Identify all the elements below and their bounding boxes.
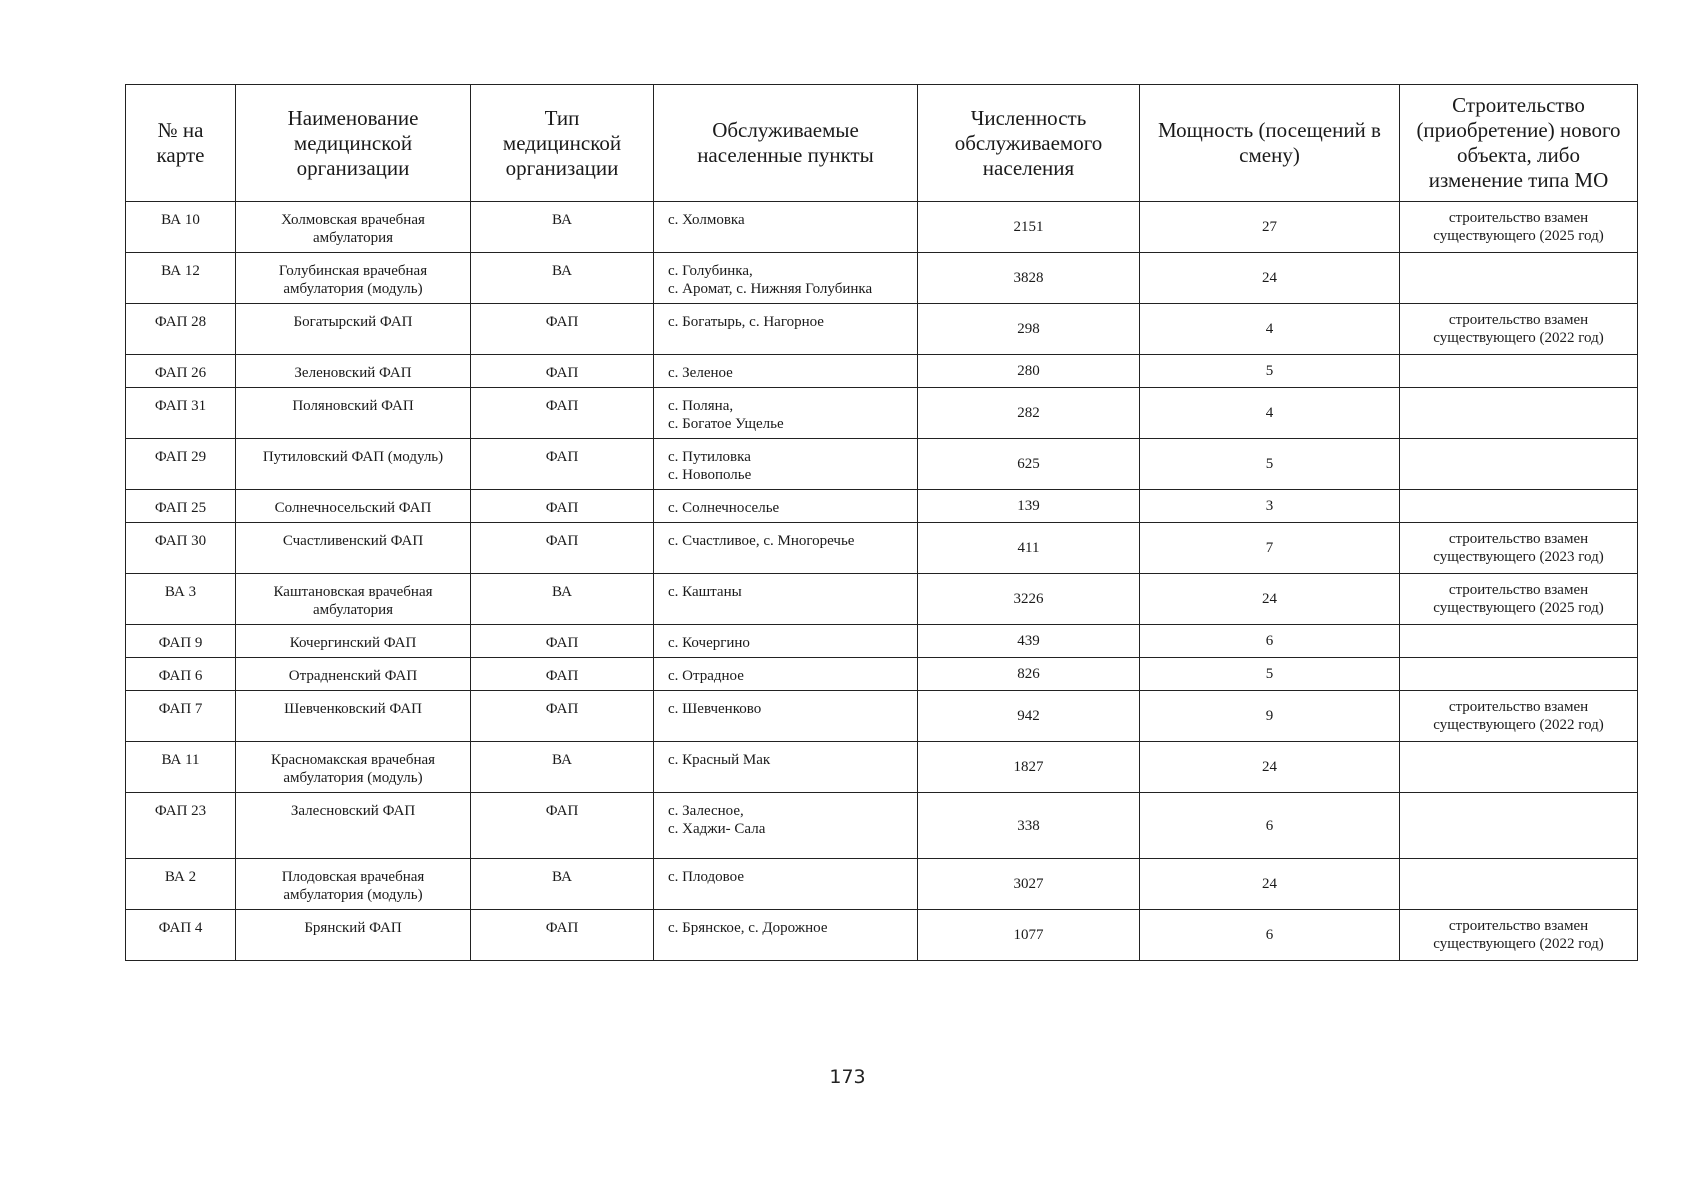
cell-map-number: ВА 11 (126, 742, 236, 793)
cell-org-type: ВА (471, 859, 654, 910)
cell-org-type: ВА (471, 253, 654, 304)
cell-map-number: ФАП 7 (126, 691, 236, 742)
cell-map-number: ФАП 4 (126, 910, 236, 961)
cell-population: 625 (918, 439, 1140, 490)
cell-capacity: 9 (1140, 691, 1400, 742)
cell-construction (1400, 439, 1638, 490)
cell-org-type: ФАП (471, 625, 654, 658)
cell-org-name: Шевченковский ФАП (236, 691, 471, 742)
cell-construction: строительство взамен существующего (2025 год) (1400, 202, 1638, 253)
cell-org-type: ФАП (471, 658, 654, 691)
cell-construction (1400, 388, 1638, 439)
cell-org-name: Зеленовский ФАП (236, 355, 471, 388)
table-row (126, 793, 1638, 859)
table-row (126, 490, 1638, 523)
cell-capacity: 5 (1140, 658, 1400, 691)
cell-map-number: ВА 12 (126, 253, 236, 304)
cell-construction (1400, 793, 1638, 859)
header-organization-type: Тип медицинской организации (471, 85, 654, 202)
cell-settlements: с. Плодовое (654, 859, 918, 910)
table-row (126, 253, 1638, 304)
cell-capacity: 4 (1140, 388, 1400, 439)
cell-org-name: Каштановская врачебная амбулатория (236, 574, 471, 625)
cell-map-number: ФАП 28 (126, 304, 236, 355)
cell-population: 1827 (918, 742, 1140, 793)
cell-construction: строительство взамен существующего (2022 год) (1400, 910, 1638, 961)
cell-capacity: 24 (1140, 859, 1400, 910)
cell-capacity: 5 (1140, 439, 1400, 490)
cell-settlements: с. Зеленое (654, 355, 918, 388)
cell-settlements: с. Шевченково (654, 691, 918, 742)
table-row (126, 859, 1638, 910)
cell-population: 411 (918, 523, 1140, 574)
cell-map-number: ФАП 9 (126, 625, 236, 658)
table-row (126, 625, 1638, 658)
cell-org-type: ФАП (471, 388, 654, 439)
cell-org-name: Брянский ФАП (236, 910, 471, 961)
cell-settlements: с. Залесное, с. Хаджи- Сала (654, 793, 918, 859)
cell-settlements: с. Отрадное (654, 658, 918, 691)
cell-population: 439 (918, 625, 1140, 658)
cell-settlements: с. Голубинка, с. Аромат, с. Нижняя Голубинка (654, 253, 918, 304)
cell-settlements: с. Путиловка с. Новополье (654, 439, 918, 490)
cell-map-number: ВА 10 (126, 202, 236, 253)
header-row (126, 85, 1638, 202)
cell-population: 2151 (918, 202, 1140, 253)
cell-capacity: 6 (1140, 910, 1400, 961)
table-row (126, 574, 1638, 625)
cell-capacity: 24 (1140, 742, 1400, 793)
cell-map-number: ФАП 31 (126, 388, 236, 439)
cell-settlements: с. Счастливое, с. Многоречье (654, 523, 918, 574)
cell-population: 139 (918, 490, 1140, 523)
cell-org-name: Голубинская врачебная амбулатория (модуль) (236, 253, 471, 304)
cell-org-type: ФАП (471, 793, 654, 859)
cell-org-name: Счастливенский ФАП (236, 523, 471, 574)
header-settlements: Обслуживаемые населенные пункты (654, 85, 918, 202)
table-row (126, 388, 1638, 439)
table-row (126, 202, 1638, 253)
cell-settlements: с. Брянское, с. Дорожное (654, 910, 918, 961)
cell-org-type: ФАП (471, 355, 654, 388)
cell-map-number: ФАП 26 (126, 355, 236, 388)
cell-org-name: Холмовская врачебная амбулатория (236, 202, 471, 253)
cell-settlements: с. Поляна, с. Богатое Ущелье (654, 388, 918, 439)
cell-construction (1400, 859, 1638, 910)
cell-construction (1400, 490, 1638, 523)
table-row (126, 691, 1638, 742)
cell-population: 282 (918, 388, 1140, 439)
cell-org-name: Кочергинский ФАП (236, 625, 471, 658)
cell-construction: строительство взамен существующего (2022 год) (1400, 304, 1638, 355)
cell-map-number: ФАП 23 (126, 793, 236, 859)
cell-construction (1400, 658, 1638, 691)
cell-population: 338 (918, 793, 1140, 859)
cell-settlements: с. Кочергино (654, 625, 918, 658)
cell-org-name: Плодовская врачебная амбулатория (модуль) (236, 859, 471, 910)
header-organization-name: Наименование медицинской организации (236, 85, 471, 202)
cell-org-type: ФАП (471, 304, 654, 355)
cell-population: 3828 (918, 253, 1140, 304)
organizations-table (125, 84, 1638, 961)
table-row (126, 304, 1638, 355)
header-capacity: Мощность (посещений в смену) (1140, 85, 1400, 202)
cell-population: 3027 (918, 859, 1140, 910)
cell-org-type: ФАП (471, 490, 654, 523)
cell-org-name: Поляновский ФАП (236, 388, 471, 439)
cell-capacity: 3 (1140, 490, 1400, 523)
cell-map-number: ФАП 25 (126, 490, 236, 523)
cell-org-name: Залесновский ФАП (236, 793, 471, 859)
cell-settlements: с. Красный Мак (654, 742, 918, 793)
cell-map-number: ФАП 30 (126, 523, 236, 574)
header-population: Численность обслуживаемого населения (918, 85, 1140, 202)
cell-org-type: ФАП (471, 691, 654, 742)
table-row (126, 355, 1638, 388)
page-number: 173 (829, 1066, 866, 1088)
cell-settlements: с. Богатырь, с. Нагорное (654, 304, 918, 355)
cell-org-type: ВА (471, 202, 654, 253)
cell-population: 942 (918, 691, 1140, 742)
cell-org-name: Красномакская врачебная амбулатория (модуль) (236, 742, 471, 793)
cell-construction: строительство взамен существующего (2022 год) (1400, 691, 1638, 742)
cell-construction: строительство взамен существующего (2023 год) (1400, 523, 1638, 574)
cell-construction (1400, 742, 1638, 793)
cell-map-number: ФАП 6 (126, 658, 236, 691)
table-row (126, 658, 1638, 691)
cell-population: 826 (918, 658, 1140, 691)
cell-org-name: Солнечносельский ФАП (236, 490, 471, 523)
cell-capacity: 6 (1140, 793, 1400, 859)
cell-org-type: ФАП (471, 910, 654, 961)
cell-map-number: ФАП 29 (126, 439, 236, 490)
table-body (126, 202, 1638, 961)
cell-settlements: с. Солнечноселье (654, 490, 918, 523)
cell-capacity: 24 (1140, 574, 1400, 625)
cell-org-type: ВА (471, 742, 654, 793)
cell-capacity: 5 (1140, 355, 1400, 388)
header-construction: Строительство (приобретение) нового объекта, либо изменение типа МО (1400, 85, 1638, 202)
cell-construction (1400, 253, 1638, 304)
cell-population: 3226 (918, 574, 1140, 625)
cell-population: 298 (918, 304, 1140, 355)
cell-org-type: ФАП (471, 523, 654, 574)
cell-capacity: 7 (1140, 523, 1400, 574)
cell-org-name: Богатырский ФАП (236, 304, 471, 355)
cell-org-name: Отрадненский ФАП (236, 658, 471, 691)
cell-map-number: ВА 2 (126, 859, 236, 910)
cell-settlements: с. Каштаны (654, 574, 918, 625)
cell-construction: строительство взамен существующего (2025 год) (1400, 574, 1638, 625)
cell-org-name: Путиловский ФАП (модуль) (236, 439, 471, 490)
header-map-number: № на карте (126, 85, 236, 202)
table-row (126, 742, 1638, 793)
cell-population: 1077 (918, 910, 1140, 961)
table-header (126, 85, 1638, 202)
cell-capacity: 24 (1140, 253, 1400, 304)
cell-population: 280 (918, 355, 1140, 388)
cell-capacity: 27 (1140, 202, 1400, 253)
cell-map-number: ВА 3 (126, 574, 236, 625)
cell-org-type: ВА (471, 574, 654, 625)
cell-settlements: с. Холмовка (654, 202, 918, 253)
cell-construction (1400, 355, 1638, 388)
table-row (126, 439, 1638, 490)
table-row (126, 910, 1638, 961)
cell-construction (1400, 625, 1638, 658)
cell-org-type: ФАП (471, 439, 654, 490)
cell-capacity: 6 (1140, 625, 1400, 658)
table-row (126, 523, 1638, 574)
cell-capacity: 4 (1140, 304, 1400, 355)
